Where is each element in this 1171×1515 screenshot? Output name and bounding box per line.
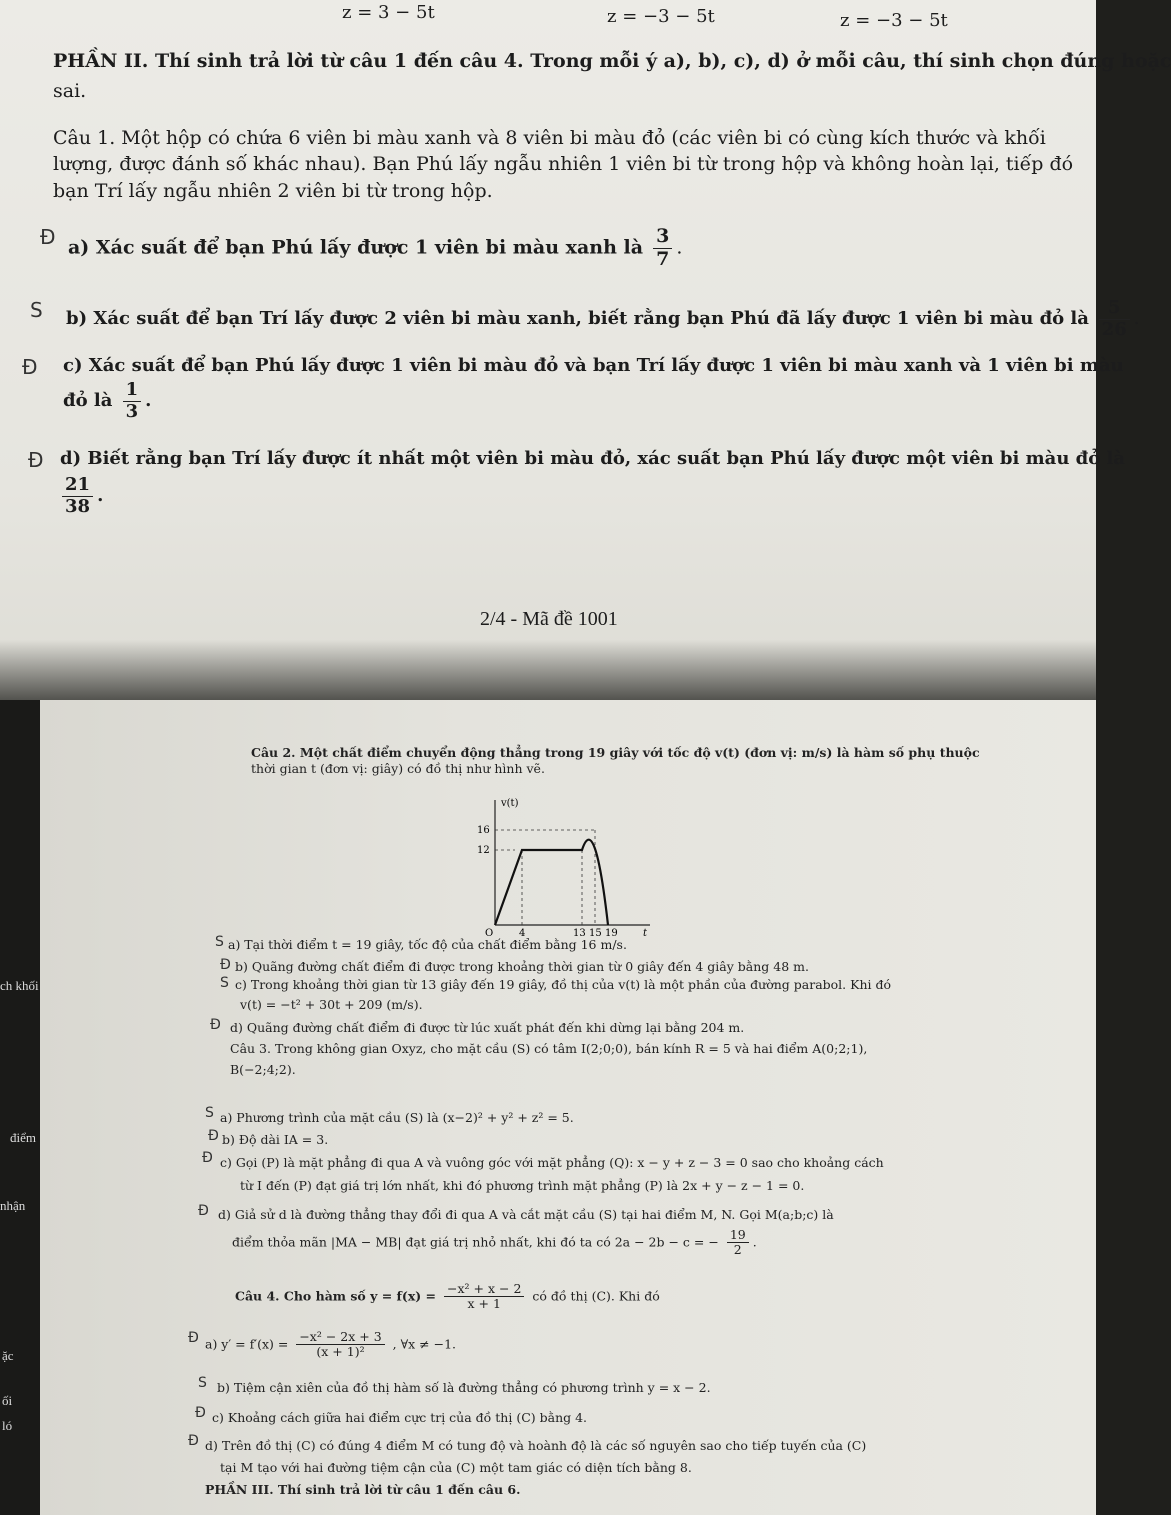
q2-option-c: c) Trong khoảng thời gian từ 13 giây đến 19 giây, đồ thị của v(t) là một phần của đường parabol. Khi đó <box>235 977 892 992</box>
q1-option-d-cont: $\frac{21}{38}$ . <box>58 475 103 517</box>
q3-stem-line2: B(−2;4;2). <box>230 1062 296 1077</box>
answer-mark-q1a: Đ <box>40 225 56 249</box>
graph-origin: O <box>485 928 494 939</box>
q2-option-a: a) Tại thời điểm t = 19 giây, tốc độ của chất điểm bằng 16 m/s. <box>228 937 627 952</box>
margin-note-1: ch khối <box>0 978 39 993</box>
part3-heading: PHẦN III. Thí sinh trả lời từ câu 1 đến câu 6. <box>205 1482 521 1497</box>
graph-ytick-16: 16 <box>477 825 490 836</box>
answer-mark-q1c: Đ <box>22 355 38 379</box>
q2-stem-line2: thời gian t (đơn vị: giây) có đồ thị như hình vẽ. <box>251 761 545 776</box>
velocity-curve <box>495 840 608 925</box>
graph-xtick-19: 19 <box>605 928 618 939</box>
q3-stem-line1: Câu 3. Trong không gian Oxyz, cho mặt cầu (S) có tâm I(2;0;0), bán kính R = 5 và hai điểm A(0;2;1), <box>230 1041 868 1056</box>
lower-page <box>40 700 1096 1515</box>
graph-xtick-13: 13 <box>573 928 586 939</box>
q1-stem-line1: Câu 1. Một hộp có chứa 6 viên bi màu xanh và 8 viên bi màu đỏ (các viên bi có cùng kích thước và khối <box>53 127 1046 149</box>
margin-note-4: ặc <box>2 1348 14 1363</box>
answer-mark-q2d: Đ <box>210 1017 221 1033</box>
q1-option-c-cont: đỏ là $\frac{1}{3}$ . <box>63 379 152 422</box>
margin-note-3: nhận <box>0 1198 26 1213</box>
q2-stem-line1: Câu 2. Một chất điểm chuyển động thẳng trong 19 giây với tốc độ v(t) (đơn vị: m/s) là hàm số phụ thuộc <box>251 745 980 760</box>
graph-xtick-15: 15 <box>589 928 602 939</box>
answer-mark-q1b: S <box>30 298 43 322</box>
answer-mark-q3d: Đ <box>198 1203 209 1219</box>
q3-option-b: b) Độ dài IA = 3. <box>222 1132 329 1147</box>
answer-mark-q4a: Đ <box>188 1330 199 1346</box>
q2-option-b: b) Quãng đường chất điểm đi được trong khoảng thời gian từ 0 giây đến 4 giây bằng 48 m. <box>235 959 809 974</box>
header-equation-mid: z = −3 − 5t <box>607 6 715 27</box>
answer-mark-q2a: S <box>215 934 224 950</box>
q4-stem: Câu 4. Cho hàm số y = f(x) = $\frac{\text{−x² + x − 2}}{x + 1}$ có đồ thị (C). Khi đó <box>235 1281 660 1312</box>
answer-mark-q3c: Đ <box>202 1150 213 1166</box>
q1-option-d: d) Biết rằng bạn Trí lấy được ít nhất một viên bi màu đỏ, xác suất bạn Phú lấy được một viên bi màu đỏ là <box>60 448 1126 469</box>
answer-mark-q1d: Đ <box>28 448 44 472</box>
q3-option-d-cont: điểm thỏa mãn |MA − MB| đạt giá trị nhỏ nhất, khi đó ta có 2a − 2b − c = − $\frac{19}{2}$ . <box>232 1227 757 1258</box>
graph-xtick-4: 4 <box>519 928 526 939</box>
margin-note-2: điểm <box>10 1130 36 1145</box>
q2-option-d: d) Quãng đường chất điểm đi được từ lúc xuất phát đến khi dừng lại bằng 204 m. <box>230 1020 745 1035</box>
q1-stem-line2: lượng, được đánh số khác nhau). Bạn Phú lấy ngẫu nhiên 1 viên bi từ trong hộp và không hoàn lại, tiếp đó <box>53 153 1074 175</box>
part2-intro: PHẦN II. Thí sinh trả lời từ câu 1 đến câu 4. Trong mỗi ý a), b), c), d) ở mỗi câu, thí sinh chọn đúng hoặc <box>53 50 1171 72</box>
header-equation-right: z = −3 − 5t <box>840 10 948 31</box>
q4-option-c: c) Khoảng cách giữa hai điểm cực trị của đồ thị (C) bằng 4. <box>212 1410 588 1425</box>
header-equation-left: z = 3 − 5t <box>342 2 435 23</box>
graph-ytick-12: 12 <box>477 845 490 856</box>
q4-option-a: a) y′ = f′(x) = $\frac{\text{−x² − 2x + 3}}{\text{(x + 1)²}}$ , ∀x ≠ −1. <box>205 1329 457 1360</box>
answer-mark-q3b: Đ <box>208 1128 219 1144</box>
page-footer: 2/4 - Mã đề 1001 <box>480 608 618 630</box>
q3-option-c-cont: từ I đến (P) đạt giá trị lớn nhất, khi đó phương trình mặt phẳng (P) là 2x + y − z − 1 = 0. <box>240 1178 805 1193</box>
q1-option-a: a) Xác suất để bạn Phú lấy được 1 viên bi màu xanh là $\frac{3}{7}$ . <box>68 225 683 270</box>
q4-option-b: b) Tiệm cận xiên của đồ thị hàm số là đường thẳng có phương trình y = x − 2. <box>217 1380 711 1395</box>
upper-page <box>0 0 1171 700</box>
margin-note-5: ối <box>2 1393 13 1408</box>
margin-note-6: ló <box>2 1418 13 1433</box>
q1-stem-line3: bạn Trí lấy ngẫu nhiên 2 viên bi từ trong hộp. <box>53 180 493 202</box>
q1-option-c: c) Xác suất để bạn Phú lấy được 1 viên bi màu đỏ và bạn Trí lấy được 1 viên bi màu xanh và 1 viên bi màu <box>63 355 1124 376</box>
velocity-graph <box>455 795 655 945</box>
answer-mark-q4c: Đ <box>195 1405 206 1421</box>
answer-mark-q4d: Đ <box>188 1433 199 1449</box>
answer-mark-q2c: S <box>220 975 229 991</box>
part2-intro-cont: sai. <box>53 80 87 102</box>
q3-option-c: c) Gọi (P) là mặt phẳng đi qua A và vuông góc với mặt phẳng (Q): x − y + z − 3 = 0 sao cho khoảng cách <box>220 1155 884 1170</box>
q2-option-c-formula: v(t) = −t² + 30t + 209 (m/s). <box>240 997 423 1012</box>
answer-mark-q4b: S <box>198 1375 207 1391</box>
graph-ylabel: v(t) <box>501 798 519 809</box>
q4-option-d-cont: tại M tạo với hai đường tiệm cận của (C) một tam giác có diện tích bằng 8. <box>220 1460 692 1475</box>
answer-mark-q3a: S <box>205 1105 214 1121</box>
graph-xlabel: t <box>643 928 648 939</box>
q4-option-d: d) Trên đồ thị (C) có đúng 4 điểm M có tung độ và hoành độ là các số nguyên sao cho tiếp tuyến của (C) <box>205 1438 867 1453</box>
q3-option-d: d) Giả sử d là đường thẳng thay đổi đi qua A và cắt mặt cầu (S) tại hai điểm M, N. Gọi M(a;b;c) là <box>218 1207 834 1222</box>
q3-option-a: a) Phương trình của mặt cầu (S) là (x−2)² + y² + z² = 5. <box>220 1110 574 1125</box>
q1-option-b: b) Xác suất để bạn Trí lấy được 2 viên bi màu xanh, biết rằng bạn Phú đã lấy được 1 viên bi màu đỏ là $\frac{5}{26}$ . <box>66 297 1140 340</box>
answer-mark-q2b: Đ <box>220 957 231 973</box>
